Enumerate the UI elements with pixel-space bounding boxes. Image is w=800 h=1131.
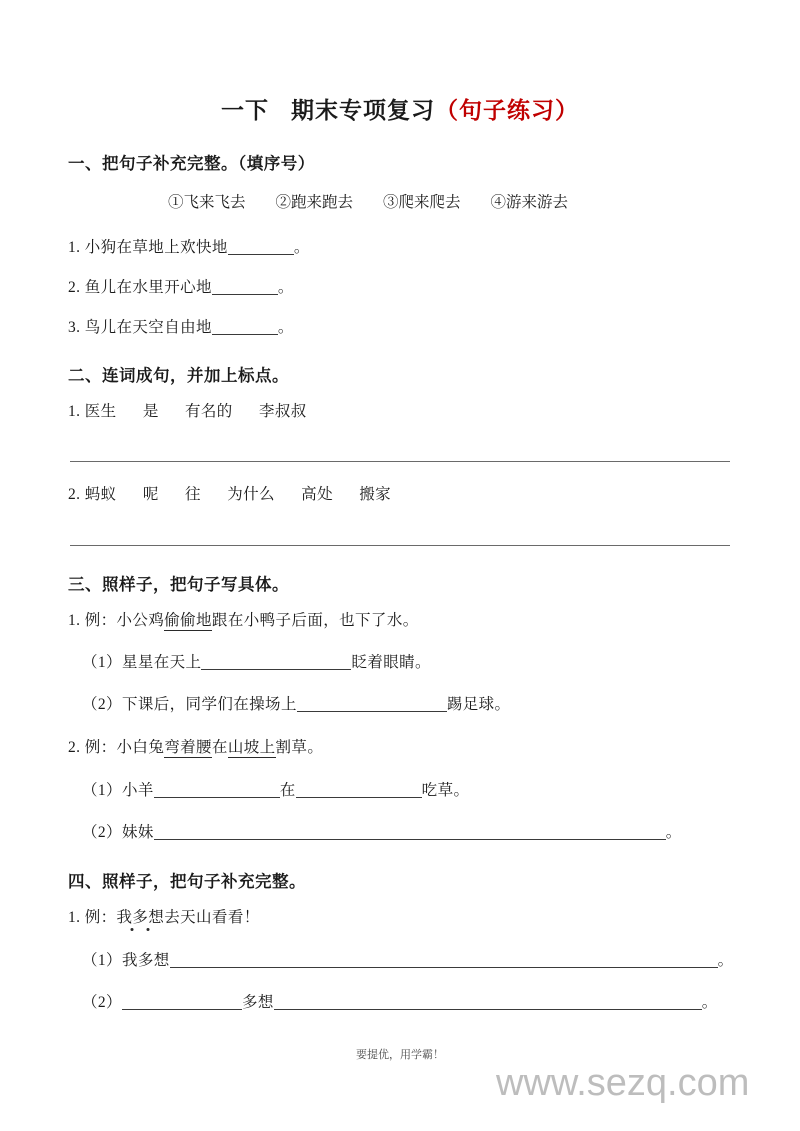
footer-note: 要提优，用学霸！ <box>356 1049 444 1061</box>
question-suffix: 。 <box>717 952 734 969</box>
example-part-underlined: 弯着腰 <box>164 739 212 756</box>
word-item: 搬家 <box>359 486 392 503</box>
example-part-underlined: 山坡上 <box>227 739 276 756</box>
section-1-options <box>168 190 568 212</box>
example-part: 割草。 <box>275 739 324 756</box>
example-3-1 <box>68 613 419 629</box>
example-part: 在 <box>211 739 228 756</box>
title-grade: 一下 <box>221 98 269 123</box>
answer-rule[interactable] <box>70 461 730 462</box>
example-4-1 <box>68 910 260 926</box>
page-title <box>0 92 800 125</box>
title-highlight: （句子练习） <box>435 98 579 123</box>
answer-blank[interactable] <box>212 280 278 295</box>
answer-blank[interactable] <box>122 995 242 1010</box>
option-item: ②跑来跑去 <box>275 194 354 211</box>
question-suffix: 。 <box>701 994 718 1011</box>
question-mid: 多想 <box>241 994 274 1011</box>
title-main: 期末专项复习 <box>291 98 435 123</box>
example-part: 小白兔 <box>116 739 165 756</box>
question-text: 2. 鱼儿在水里开心地 <box>68 279 212 296</box>
answer-blank[interactable] <box>274 995 702 1010</box>
example-part: 我 <box>116 909 133 926</box>
question-1-1 <box>68 240 310 256</box>
answer-blank[interactable] <box>296 783 422 798</box>
section-heading-3: 三、照样子，把句子写具体。 <box>68 575 289 594</box>
question-suffix: 。 <box>277 319 294 336</box>
answer-rule[interactable] <box>70 545 730 546</box>
word-item: 有名的 <box>185 403 233 420</box>
word-item: 呢 <box>142 486 159 503</box>
section-heading-4: 四、照样子，把句子补充完整。 <box>68 872 306 891</box>
question-1-2 <box>68 280 294 296</box>
question-suffix: 。 <box>293 239 310 256</box>
example-part: 小公鸡 <box>116 612 165 629</box>
word-item: 为什么 <box>227 486 275 503</box>
example-label: 1. 例： <box>68 612 117 629</box>
example-3-2 <box>68 740 323 756</box>
question-1-3 <box>68 320 294 336</box>
answer-blank[interactable] <box>154 783 280 798</box>
question-text: （1）小羊 <box>82 782 154 799</box>
question-4-1-1 <box>82 953 734 969</box>
question-suffix: 。 <box>277 279 294 296</box>
example-part-underlined: 偷偷地 <box>164 612 212 629</box>
word-item: 李叔叔 <box>258 403 307 420</box>
question-text: 3. 鸟儿在天空自由地 <box>68 319 212 336</box>
question-suffix: 眨着眼睛。 <box>351 654 431 671</box>
question-suffix: 踢足球。 <box>446 696 511 713</box>
question-text: （1）我多想 <box>82 952 170 969</box>
question-suffix: 。 <box>665 824 682 841</box>
example-part: 去天山看看！ <box>164 909 260 926</box>
question-label: 1. <box>68 403 81 420</box>
question-text: （1）星星在天上 <box>82 654 202 671</box>
word-item: 医生 <box>84 403 117 420</box>
example-part-emphasis-dots: 多想 <box>132 909 165 926</box>
example-label: 1. 例： <box>68 909 117 926</box>
section-heading-2: 二、连词成句，并加上标点。 <box>68 366 289 385</box>
question-3-1-1 <box>82 655 431 671</box>
answer-blank[interactable] <box>212 320 278 335</box>
answer-blank[interactable] <box>297 697 447 712</box>
question-mid: 在 <box>279 782 296 799</box>
question-3-2-1 <box>82 783 469 799</box>
question-2-2 <box>68 487 391 503</box>
answer-blank[interactable] <box>201 655 351 670</box>
question-text: 1. 小狗在草地上欢快地 <box>68 239 228 256</box>
question-text: （2）妹妹 <box>82 824 154 841</box>
section-heading-1: 一、把句子补充完整。（填序号） <box>68 154 315 173</box>
example-part: 跟在小鸭子后面，也下了水。 <box>211 612 419 629</box>
question-suffix: 吃草。 <box>421 782 470 799</box>
answer-blank[interactable] <box>170 953 718 968</box>
word-item: 蚂蚁 <box>84 486 117 503</box>
question-text: （2）下课后，同学们在操场上 <box>82 696 297 713</box>
option-item: ④游来游去 <box>490 194 569 211</box>
option-item: ③爬来爬去 <box>383 194 461 211</box>
watermark: www.sezq.com <box>496 1062 750 1104</box>
example-label: 2. 例： <box>68 739 117 756</box>
word-item: 是 <box>142 403 159 420</box>
option-item: ①飞来飞去 <box>168 194 246 211</box>
question-label: 2. <box>68 486 81 503</box>
question-text: （2） <box>82 994 122 1011</box>
question-2-1 <box>68 404 307 420</box>
question-4-1-2 <box>82 995 718 1011</box>
question-3-1-2 <box>82 697 510 713</box>
question-3-2-2 <box>82 825 682 841</box>
answer-blank[interactable] <box>228 240 294 255</box>
word-item: 高处 <box>301 486 333 503</box>
answer-blank[interactable] <box>154 825 666 840</box>
word-item: 往 <box>185 486 201 503</box>
